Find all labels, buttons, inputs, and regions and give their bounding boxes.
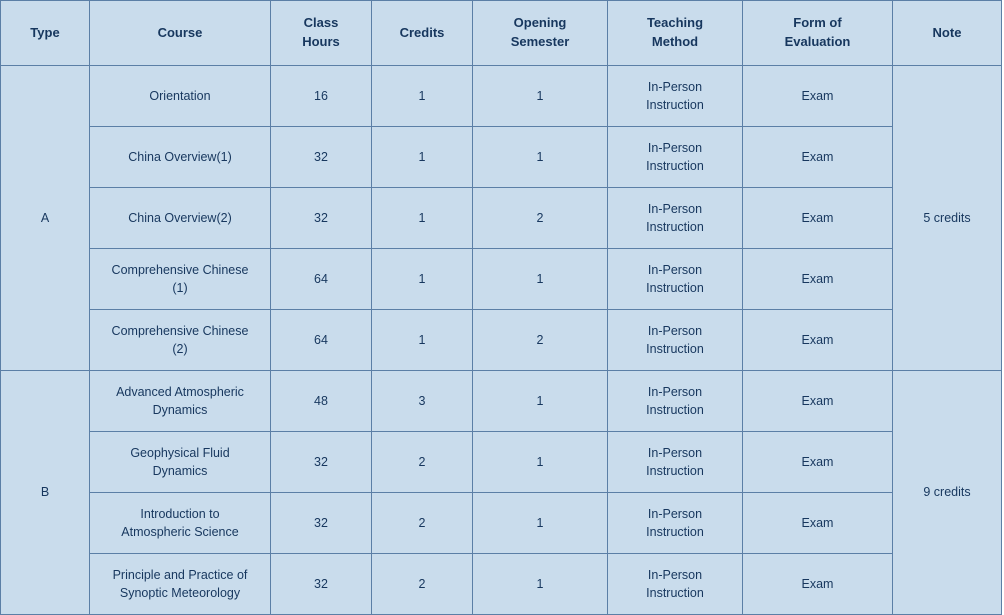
column-header-teaching-method-line2: Method <box>651 34 699 49</box>
column-header-course <box>90 1 271 66</box>
evaluation-cell: Exam <box>743 249 893 310</box>
course-name-line1: Introduction to <box>140 506 220 521</box>
teaching-method-line2: Instruction <box>646 464 704 478</box>
opening-semester-cell: 1 <box>473 249 608 310</box>
teaching-method-line2: Instruction <box>646 586 704 600</box>
column-header-note-label: Note <box>932 24 962 40</box>
teaching-method-line2: Instruction <box>646 403 704 417</box>
course-name-cell <box>90 371 271 432</box>
group-note-cell: 9 credits <box>893 371 1002 615</box>
teaching-method-line1: In-Person <box>647 323 703 338</box>
column-header-teaching-method <box>608 1 743 66</box>
course-name-line2: Dynamics <box>152 464 208 478</box>
table-row <box>1 554 1002 615</box>
opening-semester-cell: 1 <box>473 432 608 493</box>
teaching-method-cell <box>608 371 743 432</box>
credits-cell: 1 <box>372 66 473 127</box>
course-name-line1: Comprehensive Chinese <box>111 262 249 277</box>
credits-cell: 2 <box>372 554 473 615</box>
column-header-opening-semester-line1: Opening <box>513 15 567 31</box>
teaching-method-line2: Instruction <box>646 281 704 295</box>
course-name-line1: Advanced Atmospheric <box>116 384 244 399</box>
opening-semester-cell: 1 <box>473 554 608 615</box>
class-hours-cell: 64 <box>271 310 372 371</box>
table-row <box>1 249 1002 310</box>
table-row <box>1 493 1002 554</box>
course-name-line2: Dynamics <box>152 403 208 417</box>
evaluation-cell: Exam <box>743 554 893 615</box>
column-header-class-hours <box>271 1 372 66</box>
table-row <box>1 432 1002 493</box>
credits-cell: 1 <box>372 127 473 188</box>
course-name-cell <box>90 66 271 127</box>
column-header-form-of-evaluation-line1: Form of <box>793 15 842 31</box>
credits-cell: 1 <box>372 310 473 371</box>
course-name-line2: Synoptic Meteorology <box>119 586 241 600</box>
opening-semester-cell: 2 <box>473 310 608 371</box>
group-type-cell: A <box>1 66 90 371</box>
course-name-line1: China Overview(1) <box>128 149 232 164</box>
class-hours-cell: 32 <box>271 188 372 249</box>
credits-cell: 1 <box>372 188 473 249</box>
teaching-method-cell <box>608 127 743 188</box>
course-name-cell <box>90 127 271 188</box>
teaching-method-line1: In-Person <box>647 567 703 582</box>
table-row <box>1 371 1002 432</box>
course-name-line1: Comprehensive Chinese <box>111 323 249 338</box>
column-header-opening-semester <box>473 1 608 66</box>
column-header-opening-semester-line2: Semester <box>510 34 570 49</box>
teaching-method-cell <box>608 310 743 371</box>
teaching-method-line1: In-Person <box>647 140 703 155</box>
class-hours-cell: 32 <box>271 432 372 493</box>
teaching-method-line1: In-Person <box>647 262 703 277</box>
course-name-line2: Atmospheric Science <box>121 525 239 539</box>
column-header-credits <box>372 1 473 66</box>
course-name-line1: Principle and Practice of <box>112 567 248 582</box>
class-hours-cell: 64 <box>271 249 372 310</box>
column-header-form-of-evaluation-line2: Evaluation <box>784 34 851 49</box>
opening-semester-cell: 2 <box>473 188 608 249</box>
teaching-method-line2: Instruction <box>646 98 704 112</box>
class-hours-cell: 32 <box>271 554 372 615</box>
evaluation-cell: Exam <box>743 310 893 371</box>
class-hours-cell: 48 <box>271 371 372 432</box>
course-name-cell <box>90 554 271 615</box>
evaluation-cell: Exam <box>743 188 893 249</box>
evaluation-cell: Exam <box>743 493 893 554</box>
teaching-method-cell <box>608 188 743 249</box>
column-header-class-hours-line2: Hours <box>302 34 340 49</box>
course-name-line1: Geophysical Fluid <box>130 445 230 460</box>
class-hours-cell: 32 <box>271 127 372 188</box>
teaching-method-line1: In-Person <box>647 384 703 399</box>
evaluation-cell: Exam <box>743 371 893 432</box>
course-name-line2: (2) <box>172 342 188 356</box>
course-name-line1: Orientation <box>149 88 211 103</box>
evaluation-cell: Exam <box>743 432 893 493</box>
teaching-method-line2: Instruction <box>646 342 704 356</box>
teaching-method-line1: In-Person <box>647 79 703 94</box>
table-row <box>1 127 1002 188</box>
teaching-method-cell <box>608 66 743 127</box>
teaching-method-line2: Instruction <box>646 159 704 173</box>
course-name-line1: China Overview(2) <box>128 210 232 225</box>
table-row <box>1 188 1002 249</box>
evaluation-cell: Exam <box>743 66 893 127</box>
column-header-class-hours-line1: Class <box>303 15 339 31</box>
teaching-method-line2: Instruction <box>646 220 704 234</box>
teaching-method-cell <box>608 432 743 493</box>
table-row <box>1 310 1002 371</box>
column-header-note <box>893 1 1002 66</box>
opening-semester-cell: 1 <box>473 493 608 554</box>
teaching-method-line1: In-Person <box>647 445 703 460</box>
teaching-method-line1: In-Person <box>647 506 703 521</box>
group-type-cell: B <box>1 371 90 615</box>
table-header-row <box>1 1 1002 66</box>
opening-semester-cell: 1 <box>473 127 608 188</box>
column-header-form-of-evaluation <box>743 1 893 66</box>
class-hours-cell: 16 <box>271 66 372 127</box>
course-name-cell <box>90 310 271 371</box>
group-note-cell: 5 credits <box>893 66 1002 371</box>
class-hours-cell: 32 <box>271 493 372 554</box>
course-name-cell <box>90 249 271 310</box>
teaching-method-line1: In-Person <box>647 201 703 216</box>
column-header-type <box>1 1 90 66</box>
credits-cell: 2 <box>372 432 473 493</box>
column-header-credits-label: Credits <box>399 24 445 40</box>
table-row <box>1 66 1002 127</box>
teaching-method-cell <box>608 493 743 554</box>
column-header-type-label: Type <box>30 24 60 40</box>
column-header-course-label: Course <box>157 24 203 40</box>
credits-cell: 3 <box>372 371 473 432</box>
opening-semester-cell: 1 <box>473 66 608 127</box>
evaluation-cell: Exam <box>743 127 893 188</box>
credits-cell: 2 <box>372 493 473 554</box>
teaching-method-cell <box>608 554 743 615</box>
course-name-line2: (1) <box>172 281 188 295</box>
opening-semester-cell: 1 <box>473 371 608 432</box>
credits-cell: 1 <box>372 249 473 310</box>
course-name-cell <box>90 188 271 249</box>
course-name-cell <box>90 432 271 493</box>
teaching-method-cell <box>608 249 743 310</box>
column-header-teaching-method-line1: Teaching <box>646 15 704 31</box>
course-name-cell <box>90 493 271 554</box>
teaching-method-line2: Instruction <box>646 525 704 539</box>
